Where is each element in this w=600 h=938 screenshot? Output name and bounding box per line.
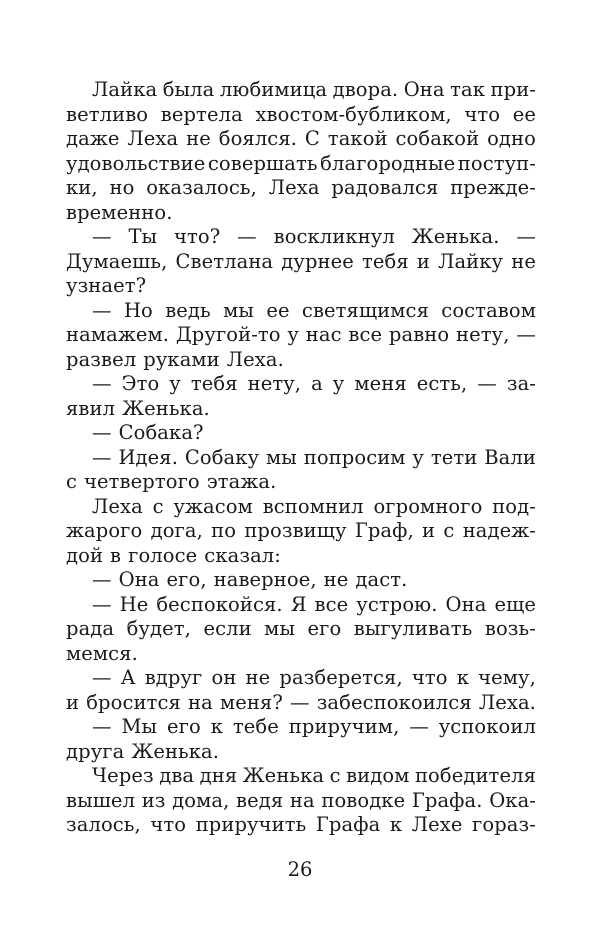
- word: ведя: [236, 788, 284, 812]
- word: при-: [490, 78, 536, 101]
- word: —: [92, 715, 112, 738]
- word: одно: [487, 127, 536, 150]
- text-line: [66, 715, 536, 740]
- word: по: [211, 519, 237, 542]
- word: Я: [290, 592, 307, 616]
- word: воскликнул: [273, 225, 395, 248]
- word: из: [141, 788, 166, 812]
- word: у: [169, 372, 181, 395]
- word: Леха.: [226, 347, 284, 371]
- text-line: [66, 225, 536, 250]
- text-line: [66, 372, 536, 397]
- word: ки,: [66, 176, 98, 199]
- word: Граф,: [354, 519, 414, 542]
- word: наверное,: [213, 568, 317, 591]
- word: узнает?: [66, 274, 147, 297]
- text-line: [66, 519, 536, 544]
- word: —: [92, 298, 112, 322]
- word: Не: [119, 592, 149, 616]
- word: с: [443, 519, 455, 542]
- word: Но: [123, 298, 153, 322]
- word: Женька.: [122, 396, 210, 420]
- text-line: [66, 274, 536, 299]
- word: —: [477, 372, 497, 395]
- word: возь-: [484, 617, 536, 640]
- word: —: [92, 592, 112, 616]
- word: Другой-то: [175, 323, 281, 346]
- text-line: [66, 348, 536, 373]
- word: все: [314, 592, 349, 616]
- text-line: [66, 103, 536, 128]
- word: —: [92, 225, 112, 248]
- word: Вали: [484, 445, 536, 469]
- word: радовался: [331, 176, 439, 199]
- word: есть,: [416, 372, 468, 395]
- word: такой: [327, 127, 388, 150]
- word: сказал:: [204, 543, 281, 567]
- word: видом: [346, 764, 410, 787]
- word: равно: [388, 323, 450, 346]
- word: не: [511, 249, 536, 273]
- text-line: [66, 250, 536, 275]
- word: все: [348, 323, 383, 346]
- word: что?: [174, 225, 221, 248]
- word: рада: [66, 617, 115, 640]
- word: оказалось,: [146, 176, 257, 199]
- word: друга: [66, 739, 125, 763]
- text-line: [66, 152, 536, 177]
- word: Она: [403, 78, 445, 101]
- word: Женька.: [411, 225, 500, 248]
- word: руками: [143, 347, 220, 371]
- word: дома,: [172, 788, 230, 812]
- word: Графа: [315, 813, 381, 836]
- word: тети: [430, 445, 478, 469]
- word: приручим,: [288, 715, 400, 738]
- word: —: [92, 372, 112, 395]
- word: так: [450, 78, 486, 101]
- word: его: [307, 617, 342, 640]
- word: благородные: [320, 151, 456, 175]
- text-line: [66, 78, 536, 103]
- word: приручить: [195, 813, 307, 836]
- page-number: 26: [287, 858, 313, 881]
- word: Леха: [127, 127, 179, 150]
- word: огромного: [373, 494, 483, 518]
- word: успокоил: [438, 715, 536, 738]
- word: ее: [266, 298, 290, 322]
- word: устрою.: [356, 592, 438, 616]
- word: Она: [445, 592, 487, 616]
- text-line: [66, 666, 536, 691]
- text-line: [66, 446, 536, 471]
- word: у: [332, 372, 345, 395]
- word: вышел: [66, 788, 136, 812]
- text-line: [66, 740, 536, 765]
- word: —: [92, 666, 112, 689]
- word: мемся.: [66, 641, 138, 665]
- word: удовольствие: [66, 151, 206, 175]
- text-line: [66, 544, 536, 569]
- word: меня?: [219, 690, 283, 714]
- word: его: [167, 715, 201, 738]
- word: что: [411, 666, 448, 689]
- text-line: [66, 617, 536, 642]
- text-line: [66, 299, 536, 324]
- word: развел: [66, 347, 137, 371]
- word: еще: [494, 592, 536, 616]
- word: в: [110, 543, 122, 567]
- word: беспокойся.: [156, 592, 283, 616]
- word: даст.: [355, 568, 408, 591]
- word: прежде-: [450, 176, 536, 199]
- word: любимица: [219, 78, 328, 101]
- word: у: [287, 323, 299, 346]
- word: явил: [66, 396, 116, 420]
- word: что: [150, 813, 187, 836]
- word: этажа.: [206, 470, 277, 493]
- word: даже: [66, 127, 120, 150]
- word: что: [464, 102, 501, 126]
- word: разберется,: [279, 666, 403, 689]
- word: Леха.: [478, 690, 536, 714]
- page-body-text: [66, 78, 536, 838]
- text-line: [66, 789, 536, 814]
- word: с: [329, 764, 341, 787]
- word: Мы: [121, 715, 158, 738]
- word: дня: [199, 764, 238, 787]
- word: Через: [92, 764, 154, 787]
- word: четвертого: [84, 470, 200, 493]
- text-line: [66, 127, 536, 152]
- word: поводке: [321, 788, 406, 812]
- word: Леха: [92, 494, 143, 518]
- word: Думаешь,: [66, 249, 168, 273]
- word: прозвищу: [244, 519, 347, 542]
- word: Собаку: [184, 445, 260, 469]
- word: дога,: [150, 519, 203, 542]
- word: Женька: [242, 764, 325, 787]
- text-line: [66, 397, 536, 422]
- word: а: [311, 372, 323, 395]
- word: —: [289, 690, 310, 714]
- word: если: [203, 617, 252, 640]
- word: два: [159, 764, 195, 787]
- word: голосе: [128, 543, 198, 567]
- word: Светлана: [175, 249, 274, 273]
- word: вдруг: [144, 666, 203, 689]
- word: он: [211, 666, 237, 689]
- word: тебя: [362, 249, 409, 273]
- text-line: [66, 421, 536, 446]
- word: под-: [492, 494, 536, 518]
- word: нету,: [247, 372, 302, 395]
- word: совершать: [207, 151, 318, 175]
- word: Женька.: [131, 739, 220, 763]
- word: Ока-: [489, 788, 536, 812]
- word: ведь: [165, 298, 211, 322]
- word: победителя: [414, 764, 536, 787]
- word: не: [186, 127, 211, 150]
- word: светящимся: [301, 298, 429, 322]
- word: —: [92, 445, 112, 469]
- word: будет,: [126, 617, 191, 640]
- word: жарого: [66, 519, 143, 542]
- word: хвостом-бубликом,: [255, 102, 452, 126]
- word: и: [416, 249, 430, 273]
- text-line: [66, 764, 536, 789]
- word: собакой: [395, 127, 480, 150]
- word: к: [210, 715, 224, 738]
- text-line: [66, 495, 536, 520]
- word: нету,: [456, 323, 510, 346]
- word: с: [66, 470, 78, 493]
- word: за-: [506, 372, 536, 395]
- word: —: [516, 323, 536, 346]
- word: намажем.: [66, 323, 170, 346]
- word: не: [245, 666, 271, 689]
- word: чему,: [478, 666, 536, 689]
- word: мы: [223, 298, 254, 322]
- word: Графа.: [411, 788, 483, 812]
- word: ужасом: [173, 494, 253, 518]
- word: попросим: [303, 445, 406, 469]
- word: на: [289, 788, 315, 812]
- word: не: [323, 568, 349, 591]
- word: Лайка: [92, 78, 158, 101]
- word: надеж-: [462, 519, 536, 542]
- text-line: [66, 323, 536, 348]
- word: ветливо: [66, 102, 149, 126]
- word: его,: [166, 568, 207, 591]
- word: мы: [264, 617, 296, 640]
- text-line: [66, 568, 536, 593]
- text-line: [66, 593, 536, 618]
- word: была: [162, 78, 215, 101]
- word: А: [120, 666, 136, 689]
- word: к: [389, 813, 403, 836]
- word: двора.: [332, 78, 399, 101]
- word: у: [412, 445, 424, 469]
- word: Ты: [128, 225, 158, 248]
- word: меня: [354, 372, 407, 395]
- word: временно.: [66, 200, 173, 224]
- text-line: [66, 201, 536, 226]
- word: ее: [512, 102, 536, 126]
- word: составом: [441, 298, 536, 322]
- word: С: [304, 127, 320, 150]
- word: но: [109, 176, 135, 199]
- text-line: [66, 470, 536, 495]
- text-line: [66, 176, 536, 201]
- word: с: [152, 494, 164, 518]
- word: выгуливать: [353, 617, 473, 640]
- word: —: [516, 225, 536, 248]
- word: дурнее: [281, 249, 354, 273]
- word: Леха: [268, 176, 320, 199]
- word: забеспокоился: [316, 690, 472, 714]
- word: и: [422, 519, 436, 542]
- word: на: [188, 690, 213, 714]
- word: тебе: [232, 715, 279, 738]
- word: —: [92, 421, 112, 444]
- word: Она: [118, 568, 160, 591]
- word: —: [92, 568, 112, 591]
- word: вертела: [160, 102, 243, 126]
- word: к: [456, 666, 469, 689]
- word: мы: [266, 445, 297, 469]
- word: залось,: [66, 813, 141, 836]
- word: Лехе: [411, 813, 463, 836]
- word: Идея.: [118, 445, 179, 469]
- word: —: [409, 715, 429, 738]
- word: —: [237, 225, 257, 248]
- word: тебя: [190, 372, 238, 395]
- word: Это: [121, 372, 160, 395]
- word: бросится: [86, 690, 181, 714]
- word: нас: [305, 323, 342, 346]
- word: гораз-: [472, 813, 536, 836]
- word: вспомнил: [262, 494, 364, 518]
- word: поступ-: [457, 151, 536, 175]
- text-line: [66, 642, 536, 667]
- word: Лайку: [438, 249, 504, 273]
- word: и: [66, 690, 80, 714]
- text-line: [66, 813, 536, 838]
- word: боялся.: [218, 127, 298, 150]
- text-line: [66, 691, 536, 716]
- word: Собака?: [118, 421, 204, 444]
- word: дой: [66, 543, 104, 567]
